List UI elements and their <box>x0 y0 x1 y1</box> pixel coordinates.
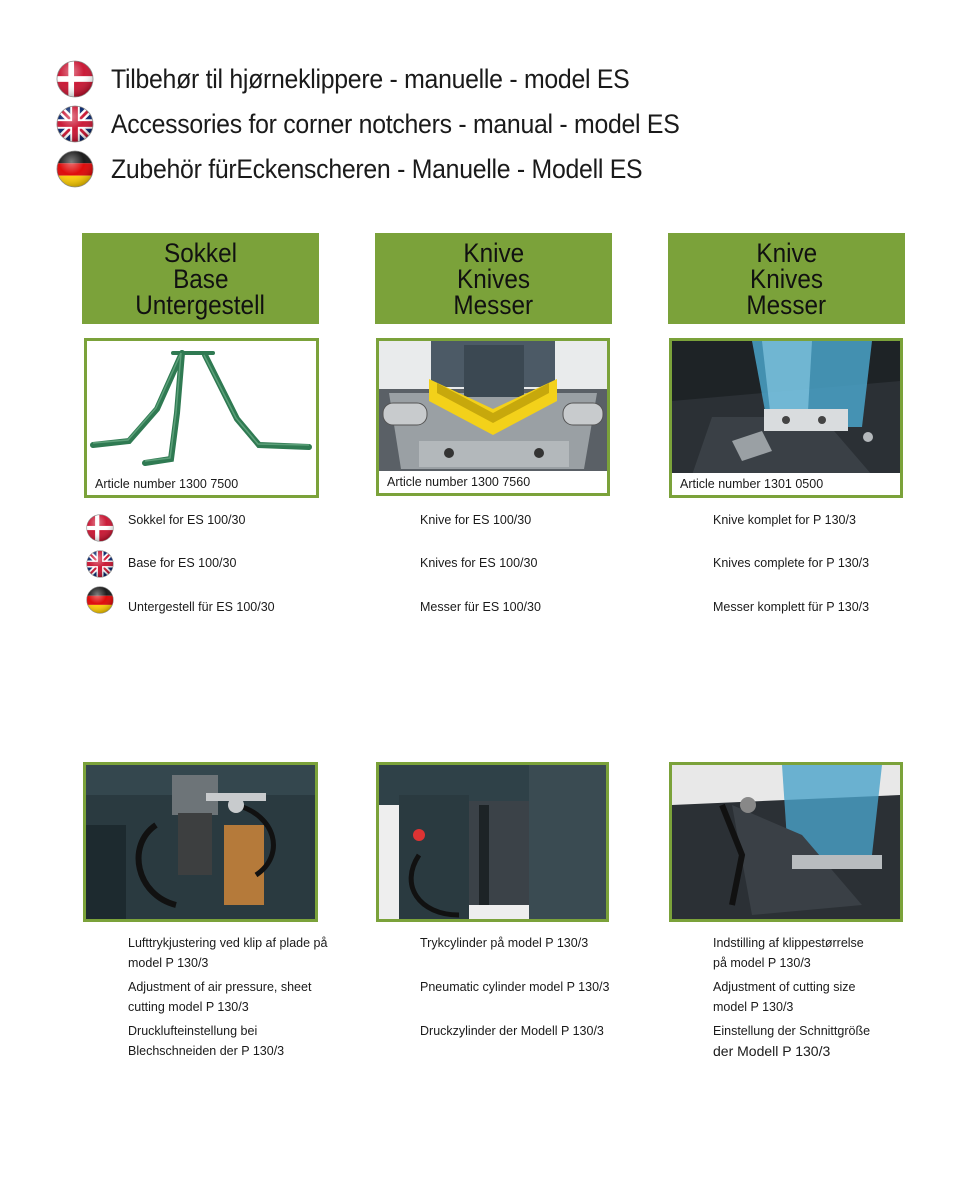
product-image-base <box>84 338 319 498</box>
uk-flag-icon <box>56 105 94 143</box>
denmark-flag-icon <box>56 60 94 98</box>
desc-line: model P 130/3 <box>713 1000 794 1014</box>
product-header-knives-complete <box>668 233 905 324</box>
desc-line: der Modell P 130/3 <box>713 1043 831 1059</box>
product-desc-danish: Knive komplet for P 130/3 <box>713 513 856 527</box>
desc-line: Adjustment of air pressure, sheet <box>128 980 312 994</box>
desc-line: på model P 130/3 <box>713 956 811 970</box>
feature-image-cylinder <box>376 762 609 922</box>
desc-line: model P 130/3 <box>128 956 209 970</box>
knives-complete-illustration <box>672 341 900 495</box>
germany-flag-icon <box>56 150 94 188</box>
product-image-knives <box>376 338 610 496</box>
desc-line: Adjustment of cutting size <box>713 980 856 994</box>
uk-flag-icon <box>86 550 114 578</box>
feature-desc-english: Pneumatic cylinder model P 130/3 <box>420 980 610 994</box>
product-desc-danish: Knive for ES 100/30 <box>420 513 532 527</box>
feature-image-cutting-size <box>669 762 903 922</box>
product-header-base <box>82 233 319 324</box>
title-danish: Tilbehør til hjørneklippere - manuelle - model ES <box>111 63 630 94</box>
desc-line: Lufttrykjustering ved klip af plade på <box>128 936 328 950</box>
desc-line: Blechschneiden der P 130/3 <box>128 1044 285 1058</box>
product-header-knives <box>375 233 612 324</box>
product-image-knives-complete <box>669 338 903 498</box>
header-line: Knives <box>457 263 530 294</box>
feature-desc-english <box>128 977 348 1017</box>
base-stand-illustration <box>87 341 316 495</box>
product-desc-english: Knives for ES 100/30 <box>420 556 538 570</box>
header-line: Base <box>172 263 229 294</box>
air-pressure-illustration <box>86 765 315 919</box>
header-line: Knive <box>756 237 817 268</box>
product-desc-german: Messer komplett für P 130/3 <box>713 600 870 614</box>
feature-desc-english <box>713 977 933 1017</box>
header-line: Knives <box>750 263 823 294</box>
product-desc-english: Knives complete for P 130/3 <box>713 556 870 570</box>
desc-line: Indstilling af klippestørrelse <box>713 936 864 950</box>
article-number: Article number 1300 7500 <box>87 473 316 495</box>
header-line: Sokkel <box>164 237 237 268</box>
cylinder-illustration <box>379 765 606 919</box>
header-line: Messer <box>746 289 827 320</box>
title-english: Accessories for corner notchers - manual - model ES <box>111 108 680 139</box>
germany-flag-icon <box>86 586 114 614</box>
product-desc-danish: Sokkel for ES 100/30 <box>128 513 246 527</box>
feature-desc-danish <box>128 933 348 973</box>
product-desc-english: Base for ES 100/30 <box>128 556 237 570</box>
desc-line: Einstellung der Schnittgröße <box>713 1024 871 1038</box>
product-desc-german: Untergestell für ES 100/30 <box>128 600 275 614</box>
title-row-english <box>56 104 729 144</box>
article-number: Article number 1300 7560 <box>379 471 607 493</box>
feature-image-air-pressure <box>83 762 318 922</box>
feature-desc-danish <box>713 933 933 973</box>
denmark-flag-icon <box>86 514 114 542</box>
feature-desc-german <box>713 1021 933 1061</box>
feature-desc-danish: Trykcylinder på model P 130/3 <box>420 936 589 950</box>
product-desc-german: Messer für ES 100/30 <box>420 600 541 614</box>
header-line: Untergestell <box>135 289 266 320</box>
title-row-danish <box>56 59 675 99</box>
cutting-size-illustration <box>672 765 900 919</box>
title-german: Zubehör fürEckenscheren - Manuelle - Modell ES <box>111 153 643 184</box>
feature-desc-german <box>128 1021 348 1061</box>
header-line: Knive <box>463 237 524 268</box>
article-number: Article number 1301 0500 <box>672 473 900 495</box>
desc-line: Drucklufteinstellung bei <box>128 1024 258 1038</box>
feature-desc-german: Druckzylinder der Modell P 130/3 <box>420 1024 604 1038</box>
title-row-german <box>56 149 689 189</box>
desc-line: cutting model P 130/3 <box>128 1000 249 1014</box>
header-line: Messer <box>453 289 534 320</box>
